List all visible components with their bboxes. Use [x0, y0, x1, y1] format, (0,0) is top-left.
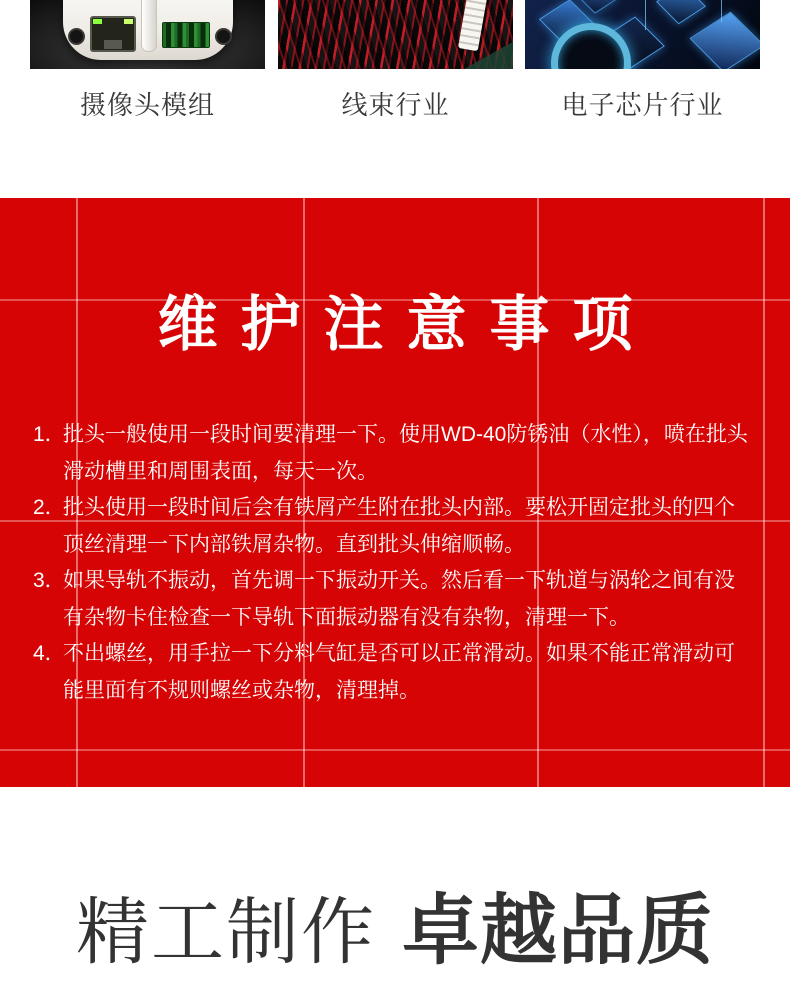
notice-item: [33, 636, 750, 709]
notice-item: [33, 417, 750, 490]
ethernet-port: [90, 16, 136, 52]
camera-antenna: [141, 0, 157, 52]
notice-item-number: 4．: [33, 642, 66, 665]
notice-item: [33, 490, 750, 563]
notice-item-text: 批头使用一段时间后会有铁屑产生附在批头内部。要松开固定批头的四个顶丝清理一下内部铁屑杂物。直到批头伸缩顺畅。: [63, 496, 735, 556]
slogan-light-text: 精工制作: [76, 892, 376, 973]
gallery-figure-wire: [278, 0, 513, 198]
screw-hole: [215, 28, 232, 45]
circuit-line: [645, 0, 646, 30]
camera-module-photo: [30, 0, 265, 69]
notice-list: [33, 417, 750, 709]
product-gallery: [0, 0, 790, 198]
ethernet-led: [124, 19, 133, 24]
notice-item-text: 批头一般使用一段时间要清理一下。使用WD-40防锈油（水性），喷在批头滑动槽里和周围表面，每天一次。: [63, 423, 748, 483]
notice-title: 维护注意事项: [157, 292, 656, 358]
gallery-caption-camera: 摄像头模组: [79, 90, 215, 120]
chip-shape: [656, 0, 706, 24]
grid-line-vertical: [763, 198, 765, 787]
ethernet-led: [93, 19, 102, 24]
ethernet-jack: [104, 40, 122, 49]
notice-item-number: 3．: [33, 569, 66, 592]
gallery-figure-camera: [30, 0, 265, 198]
gallery-figure-chip: [525, 0, 760, 198]
terminal-block: [162, 22, 210, 48]
notice-item: [33, 563, 750, 636]
notice-item-number: 2．: [33, 496, 66, 519]
grid-line-horizontal: [0, 749, 790, 751]
notice-item-text: 不出螺丝，用手拉一下分料气缸是否可以正常滑动。如果不能正常滑动可能里面有不规则螺丝或杂物，清理掉。: [63, 642, 735, 702]
gallery-caption-wire: 线束行业: [341, 90, 450, 120]
circuit-line: [721, 0, 722, 22]
chip-shape: [689, 12, 760, 69]
slogan-bold-text: 卓越品质: [402, 888, 714, 974]
gallery-caption-chip: 电子芯片行业: [561, 90, 724, 120]
notice-item-text: 如果导轨不振动，首先调一下振动开关。然后看一下轨道与涡轮之间有没有杂物卡住检查一下导轨下面振动器有没有杂物，清理一下。: [63, 569, 735, 629]
electronic-chip-photo: [525, 0, 760, 69]
notice-item-number: 1．: [33, 423, 66, 446]
slogan-banner: [0, 884, 790, 974]
wire-harness-photo: [278, 0, 513, 69]
maintenance-notice-panel: [0, 198, 790, 787]
screw-hole: [68, 28, 85, 45]
